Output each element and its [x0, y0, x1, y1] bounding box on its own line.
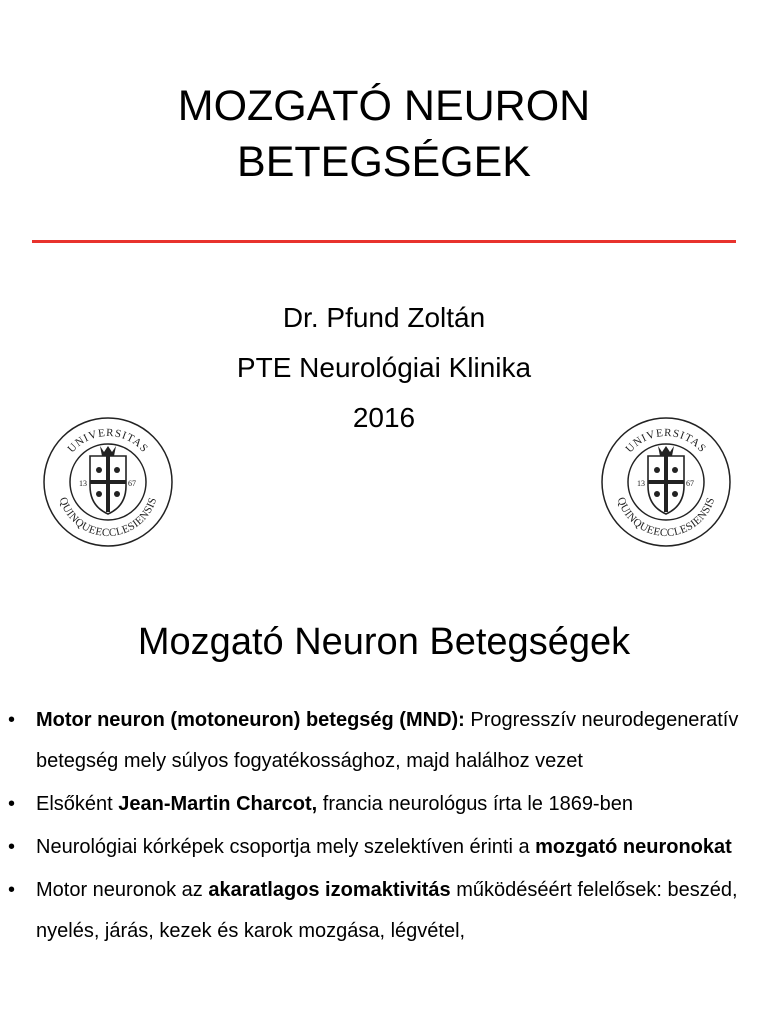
bullet-text: működéséért felelősek: beszéd, nyelés, járás, kezek és karok mozgása, légvétel,	[36, 879, 738, 942]
bullet-bold-text: Jean-Martin Charcot,	[118, 793, 318, 815]
svg-text:QUINQUEECCLESIENSIS: QUINQUEECCLESIENSIS	[614, 495, 718, 540]
bullet-text: francia neurológus írta le 1869-ben	[317, 793, 633, 815]
bullet-marker: •	[8, 836, 16, 858]
svg-text:UNIVERSITAS: UNIVERSITAS	[65, 426, 151, 456]
slide-title-line1: MOZGATÓ NEURON	[177, 82, 591, 130]
slide-title	[0, 78, 768, 190]
slide-title-line2: BETEGSÉGEK	[237, 138, 531, 186]
bullet-text: Motor neuronok az	[36, 879, 209, 901]
university-seal-logo	[600, 416, 732, 548]
bullet-text: Progresszív neurodegeneratív betegség mely súlyos fogyatékossághoz, majd halálhoz vezet	[36, 709, 739, 772]
bullet-marker: •	[8, 879, 16, 901]
university-seal-logo	[42, 416, 174, 548]
bullet-bold-text: Motor neuron (motoneuron) betegség (MND):	[36, 709, 465, 731]
svg-text:13: 13	[637, 479, 645, 488]
bullet-bold-text: mozgató neuronokat	[535, 836, 732, 858]
svg-text:13: 13	[79, 479, 87, 488]
svg-text:67: 67	[128, 479, 136, 488]
bullet-item	[0, 827, 768, 868]
bullet-list	[0, 700, 768, 954]
bullet-item	[0, 700, 768, 782]
content-slide	[0, 590, 768, 1024]
bullet-marker: •	[8, 793, 16, 815]
institution-name: PTE Neurológiai Klinika	[236, 352, 532, 383]
bullet-item	[0, 784, 768, 825]
bullet-item	[0, 870, 768, 952]
title-divider	[32, 240, 736, 243]
svg-text:67: 67	[686, 479, 694, 488]
bullet-marker: •	[8, 709, 16, 731]
svg-text:QUINQUEECCLESIENSIS: QUINQUEECCLESIENSIS	[56, 495, 160, 540]
bullet-bold-text: akaratlagos izomaktivitás	[208, 879, 451, 901]
content-slide-title: Mozgató Neuron Betegségek	[137, 621, 631, 663]
bullet-text: Elsőként	[36, 793, 119, 815]
presentation-year: 2016	[352, 402, 416, 433]
bullet-text: Neurológiai kórképek csoportja mely szelektíven érinti a	[36, 836, 536, 858]
author-name: Dr. Pfund Zoltán	[282, 302, 486, 333]
svg-text:UNIVERSITAS: UNIVERSITAS	[623, 426, 709, 456]
